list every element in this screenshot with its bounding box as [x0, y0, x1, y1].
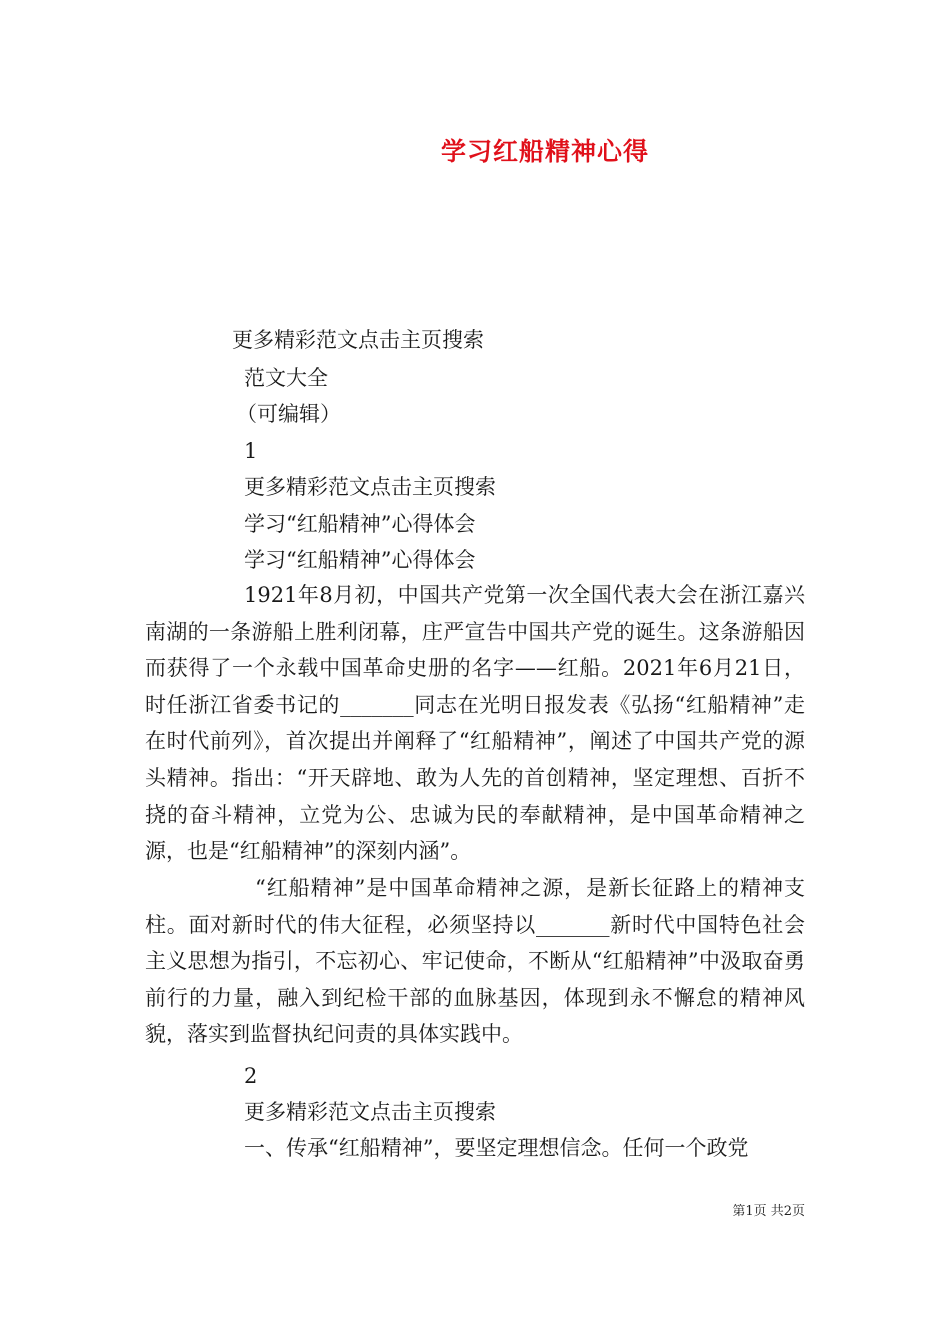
- promo-line: 更多精彩范文点击主页搜索: [244, 1100, 496, 1124]
- section-number: 1: [244, 439, 258, 463]
- page-indicator: 第1页 共2页: [732, 1204, 805, 1219]
- promo-line: 更多精彩范文点击主页搜索: [232, 328, 484, 352]
- promo-line: 更多精彩范文点击主页搜索: [244, 475, 496, 499]
- editable-note: （可编辑）: [236, 402, 341, 426]
- document-title: 学习红船精神心得: [440, 137, 649, 166]
- body-paragraph: “红船精神”是中国革命精神之源，是新长征路上的精神支柱。面对新时代的伟大征程，必须坚持以_______新时代中国特色社会主义思想为指引，不忘初心、牢记使命，不断从“红船精神”中汲取奋勇前行的力量，融入到纪检干部的血脉基因，体现到永不懈怠的精神风貌，落实到监督执纪问责的具体实践中。: [145, 876, 805, 1047]
- section-number: 2: [244, 1064, 258, 1088]
- subtitle-line: 学习“红船精神”心得体会: [244, 512, 476, 536]
- body-paragraph: 1921年8月初，中国共产党第一次全国代表大会在浙江嘉兴南湖的一条游船上胜利闭幕，庄严宣告中国共产党的诞生。这条游船因而获得了一个永载中国革命史册的名字——红船。2021年6月21日，时任浙江省委书记的_______同志在光明日报发表《弘扬“红船精神”走在时代前列》，首次提出并阐释了“红船精神”，阐述了中国共产党的源头精神。指出：“开天辟地、敢为人先的首创精神，坚定理想、百折不挠的奋斗精神，立党为公、忠诚为民的奉献精神，是中国革命精神之源，也是“红船精神”的深刻内涵”。: [145, 583, 805, 864]
- subtitle-line: 学习“红船精神”心得体会: [244, 548, 476, 572]
- body-line: 一、传承“红船精神”，要坚定理想信念。任何一个政党: [244, 1136, 749, 1160]
- category-line: 范文大全: [244, 366, 328, 390]
